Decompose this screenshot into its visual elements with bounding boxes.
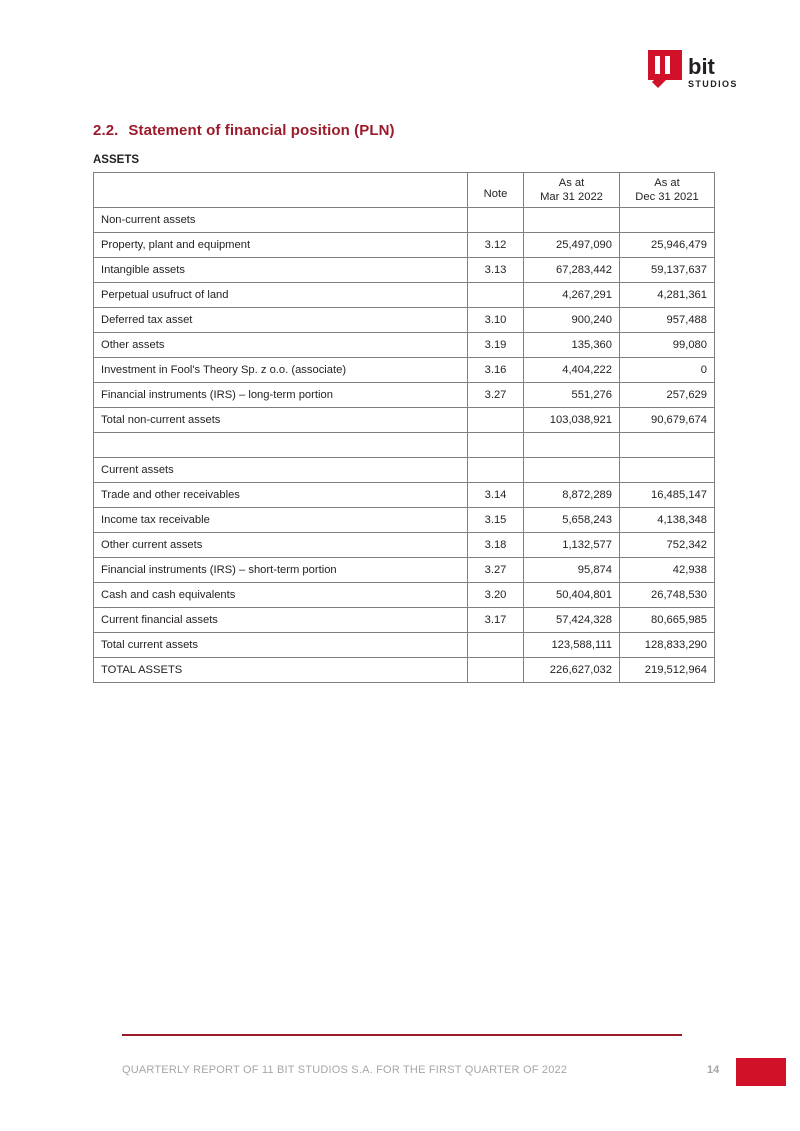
cell-value-mar-31-2022: 103,038,921 [524, 408, 620, 433]
cell-description: Non-current assets [94, 208, 468, 233]
cell-value-mar-31-2022 [524, 458, 620, 483]
cell-note: 3.17 [468, 608, 524, 633]
cell-note: 3.16 [468, 358, 524, 383]
cell-note [468, 408, 524, 433]
cell-value-dec-31-2021: 26,748,530 [620, 583, 715, 608]
cell-description: Total current assets [94, 633, 468, 658]
cell-note: 3.19 [468, 333, 524, 358]
header-period-2-line2: Dec 31 2021 [635, 191, 699, 203]
header-description [94, 173, 468, 208]
table-spacer-row [94, 433, 715, 458]
table-row [94, 383, 715, 408]
page-title-number: 2.2. [93, 122, 119, 139]
cell-note: 3.20 [468, 583, 524, 608]
table-row [94, 533, 715, 558]
cell-value-dec-31-2021: 0 [620, 358, 715, 383]
cell-note: 3.14 [468, 483, 524, 508]
table-row [94, 308, 715, 333]
cell-value-dec-31-2021: 80,665,985 [620, 608, 715, 633]
svg-text:bit: bit [688, 54, 715, 79]
cell-value-mar-31-2022: 4,267,291 [524, 283, 620, 308]
cell-description: TOTAL ASSETS [94, 658, 468, 683]
cell-value-mar-31-2022: 8,872,289 [524, 483, 620, 508]
table-row [94, 608, 715, 633]
table-total-row [94, 633, 715, 658]
cell-note: 3.15 [468, 508, 524, 533]
table-group-row [94, 208, 715, 233]
cell-value-mar-31-2022: 57,424,328 [524, 608, 620, 633]
cell-value-mar-31-2022: 900,240 [524, 308, 620, 333]
cell-note [468, 283, 524, 308]
table-total-row [94, 658, 715, 683]
cell-value-dec-31-2021: 42,938 [620, 558, 715, 583]
cell-note: 3.27 [468, 558, 524, 583]
footer-text: QUARTERLY REPORT OF 11 BIT STUDIOS S.A. FOR THE FIRST QUARTER OF 2022 [122, 1064, 568, 1076]
footer-divider [122, 1034, 682, 1036]
cell-value-dec-31-2021: 4,138,348 [620, 508, 715, 533]
cell-note: 3.13 [468, 258, 524, 283]
cell-value-dec-31-2021: 25,946,479 [620, 233, 715, 258]
cell-description: Property, plant and equipment [94, 233, 468, 258]
cell-value-mar-31-2022: 5,658,243 [524, 508, 620, 533]
table-row [94, 583, 715, 608]
table-row [94, 508, 715, 533]
table-header [94, 173, 715, 208]
cell-value-mar-31-2022: 25,497,090 [524, 233, 620, 258]
cell-value-dec-31-2021 [620, 208, 715, 233]
header-period-1-line1: As at [558, 177, 585, 189]
cell-value-mar-31-2022: 123,588,111 [524, 633, 620, 658]
section-label-assets: ASSETS [93, 154, 140, 166]
cell-description: Current financial assets [94, 608, 468, 633]
cell-description: Total non-current assets [94, 408, 468, 433]
cell-description: Deferred tax asset [94, 308, 468, 333]
cell-description: Intangible assets [94, 258, 468, 283]
11bit-studios-logo-mark [648, 48, 744, 98]
cell-value-dec-31-2021: 4,281,361 [620, 283, 715, 308]
cell-value-dec-31-2021: 219,512,964 [620, 658, 715, 683]
page-title [93, 122, 395, 139]
page-title-text: Statement of financial position (PLN) [128, 122, 395, 139]
table-row [94, 283, 715, 308]
cell-description: Perpetual usufruct of land [94, 283, 468, 308]
cell-note: 3.10 [468, 308, 524, 333]
cell-value-dec-31-2021: 752,342 [620, 533, 715, 558]
cell-value-dec-31-2021: 257,629 [620, 383, 715, 408]
table-row [94, 483, 715, 508]
cell-description: Other current assets [94, 533, 468, 558]
svg-text:STUDIOS: STUDIOS [688, 79, 738, 89]
table-row [94, 358, 715, 383]
cell-description: Financial instruments (IRS) – long-term portion [94, 383, 468, 408]
cell-description: Cash and cash equivalents [94, 583, 468, 608]
cell-note: 3.27 [468, 383, 524, 408]
header-note: Note [468, 173, 524, 208]
table-row [94, 233, 715, 258]
header-period-1 [524, 173, 620, 208]
header-period-1-line2: Mar 31 2022 [540, 191, 603, 203]
cell-description: Investment in Fool's Theory Sp. z o.o. (associate) [94, 358, 468, 383]
company-logo [648, 48, 744, 98]
table-cell-empty [94, 433, 468, 458]
cell-value-mar-31-2022: 67,283,442 [524, 258, 620, 283]
table-row [94, 258, 715, 283]
cell-value-dec-31-2021: 957,488 [620, 308, 715, 333]
cell-value-mar-31-2022: 135,360 [524, 333, 620, 358]
footer-accent-block [736, 1058, 786, 1086]
cell-value-dec-31-2021: 16,485,147 [620, 483, 715, 508]
cell-value-dec-31-2021 [620, 458, 715, 483]
cell-description: Trade and other receivables [94, 483, 468, 508]
table-cell-empty [620, 433, 715, 458]
cell-note [468, 458, 524, 483]
cell-value-mar-31-2022: 1,132,577 [524, 533, 620, 558]
cell-description: Other assets [94, 333, 468, 358]
cell-note: 3.18 [468, 533, 524, 558]
cell-description: Income tax receivable [94, 508, 468, 533]
cell-value-dec-31-2021: 128,833,290 [620, 633, 715, 658]
cell-value-mar-31-2022: 226,627,032 [524, 658, 620, 683]
financial-position-table-wrapper [93, 172, 714, 683]
cell-value-dec-31-2021: 99,080 [620, 333, 715, 358]
table-total-row [94, 408, 715, 433]
cell-note [468, 208, 524, 233]
table-cell-empty [524, 433, 620, 458]
header-period-2 [620, 173, 715, 208]
cell-note [468, 633, 524, 658]
cell-note: 3.12 [468, 233, 524, 258]
footer-page-number: 14 [707, 1064, 720, 1076]
table-body [94, 208, 715, 683]
table-row [94, 333, 715, 358]
cell-description: Financial instruments (IRS) – short-term portion [94, 558, 468, 583]
header-period-2-line1: As at [654, 177, 680, 189]
cell-value-dec-31-2021: 90,679,674 [620, 408, 715, 433]
financial-position-table [93, 172, 715, 683]
cell-description: Current assets [94, 458, 468, 483]
cell-note [468, 658, 524, 683]
cell-value-mar-31-2022: 50,404,801 [524, 583, 620, 608]
table-header-row [94, 173, 715, 208]
table-cell-empty [468, 433, 524, 458]
cell-value-dec-31-2021: 59,137,637 [620, 258, 715, 283]
cell-value-mar-31-2022: 4,404,222 [524, 358, 620, 383]
cell-value-mar-31-2022 [524, 208, 620, 233]
cell-value-mar-31-2022: 95,874 [524, 558, 620, 583]
table-group-row [94, 458, 715, 483]
cell-value-mar-31-2022: 551,276 [524, 383, 620, 408]
table-row [94, 558, 715, 583]
